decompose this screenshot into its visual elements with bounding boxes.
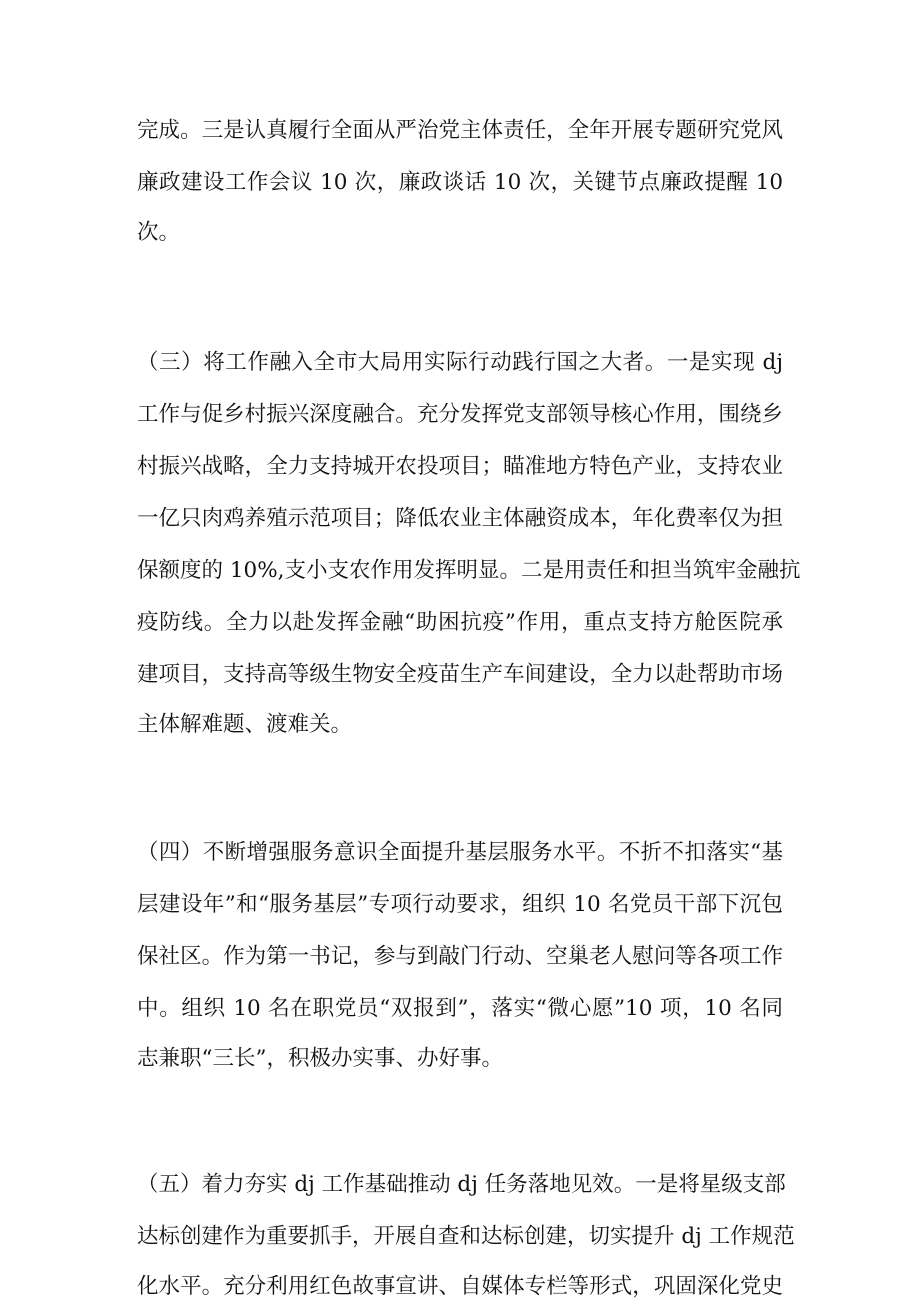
p4-line-3: 化水平。充分利用红色故事宣讲、自媒体专栏等形式，巩固深化党史 [137, 1274, 783, 1299]
p2-line-8: 主体解难题、渡难关。 [137, 712, 353, 737]
p1-line-1: 完成。三是认真履行全面从严治党主体责任，全年开展专题研究党风 [137, 118, 783, 143]
p4-line-1: （五）着力夯实 dj 工作基础推动 dj 任务落地见效。一是将星级支部 [137, 1172, 786, 1197]
p2-line-1: （三）将工作融入全市大局用实际行动践行国之大者。一是实现 dj [137, 350, 783, 375]
p3-line-4: 中。组织 10 名在职党员“双报到”，落实“微心愿”10 项，10 名同 [137, 996, 783, 1021]
p2-line-5: 保额度的 10%,支小支农作用发挥明显。二是用责任和担当筑牢金融抗 [137, 558, 801, 583]
p2-line-3: 村振兴战略，全力支持城开农投项目；瞄准地方特色产业，支持农业 [137, 454, 783, 479]
p3-line-1: （四）不断增强服务意识全面提升基层服务水平。不折不扣落实“基 [137, 840, 783, 865]
p1-line-3: 次。 [137, 220, 181, 245]
p2-line-6: 疫防线。全力以赴发挥金融“助困抗疫”作用，重点支持方舱医院承 [137, 610, 783, 635]
p2-line-4: 一亿只肉鸡养殖示范项目；降低农业主体融资成本，年化费率仅为担 [137, 506, 783, 531]
p3-line-3: 保社区。作为第一书记，参与到敲门行动、空巢老人慰问等各项工作 [137, 944, 783, 969]
p2-line-7: 建项目，支持高等级生物安全疫苗生产车间建设，全力以赴帮助市场 [137, 662, 783, 687]
p3-line-5: 志兼职“三长”，积极办实事、办好事。 [137, 1046, 503, 1071]
p1-line-2: 廉政建设工作会议 10 次，廉政谈话 10 次，关键节点廉政提醒 10 [137, 170, 783, 195]
p3-line-2: 层建设年”和“服务基层”专项行动要求，组织 10 名党员干部下沉包 [137, 892, 783, 917]
p4-line-2: 达标创建作为重要抓手，开展自查和达标创建，切实提升 dj 工作规范 [137, 1224, 795, 1249]
p2-line-2: 工作与促乡村振兴深度融合。充分发挥党支部领导核心作用，围绕乡 [137, 402, 783, 427]
